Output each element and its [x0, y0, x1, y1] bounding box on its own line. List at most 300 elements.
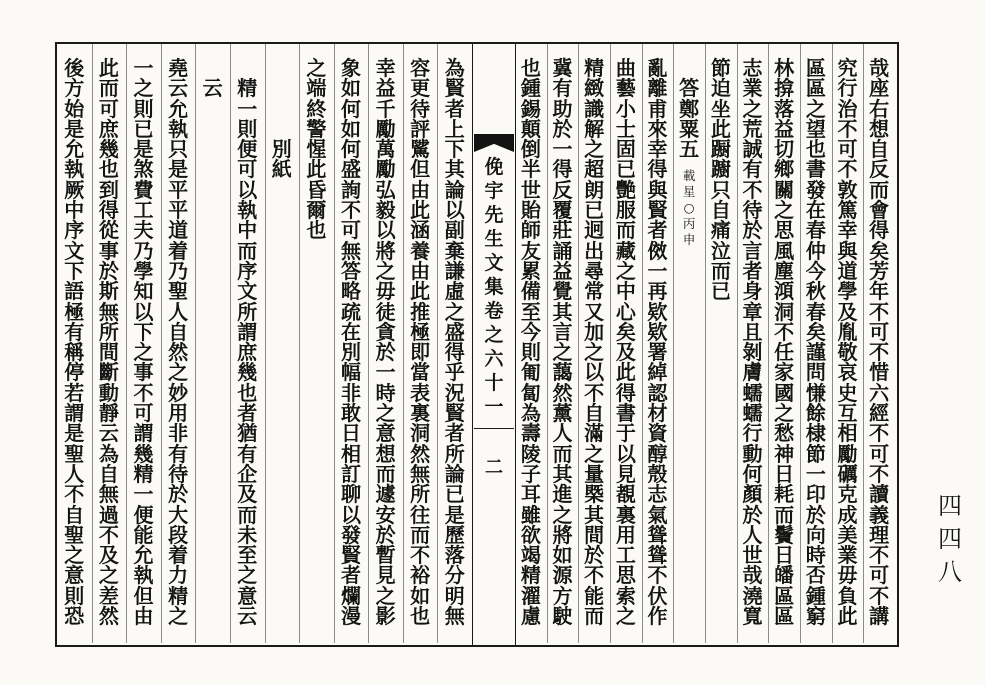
character: 載: [682, 168, 696, 183]
character: 答: [679, 76, 700, 101]
character: 不: [869, 461, 890, 486]
character: 賢: [340, 543, 361, 568]
character: 煞: [133, 157, 154, 182]
character: 有: [168, 441, 189, 466]
character: 雖: [520, 502, 541, 527]
character: 謙: [444, 258, 465, 283]
character: 已: [133, 116, 154, 141]
character: 則: [237, 116, 258, 141]
character: 而: [710, 258, 731, 283]
character: 但: [133, 583, 154, 608]
character: 其: [444, 157, 465, 182]
character: 精: [237, 76, 258, 101]
character: 錫: [520, 96, 541, 121]
letter-title: [673, 76, 705, 162]
character: 友: [520, 238, 541, 263]
text-column: [57, 56, 92, 629]
character: 何: [742, 461, 763, 486]
character: 心: [615, 299, 636, 324]
character: 非: [168, 421, 189, 446]
character: 愁: [774, 421, 795, 446]
character: 世: [520, 177, 541, 202]
character: 評: [410, 116, 431, 141]
character: 半: [520, 157, 541, 182]
text-column: [705, 58, 737, 302]
character: 國: [774, 380, 795, 405]
character: 家: [774, 360, 795, 385]
character: 警: [306, 116, 327, 141]
character: 將: [552, 522, 573, 547]
character: 精: [584, 56, 605, 80]
character: 澆: [742, 583, 763, 608]
character: 不: [584, 563, 605, 588]
character: 而: [615, 218, 636, 243]
character: 停: [64, 360, 85, 385]
character: 謹: [805, 340, 826, 365]
character: 志: [742, 56, 763, 80]
character: 倒: [520, 137, 541, 162]
character: 之: [584, 340, 605, 365]
character: 剝: [742, 340, 763, 365]
character: 答: [340, 258, 361, 283]
character: 集: [484, 276, 504, 298]
character: 莊: [552, 218, 573, 243]
character: 之: [306, 56, 327, 80]
character: 竭: [520, 543, 541, 568]
character: 先: [484, 204, 504, 226]
character: 蠕: [742, 380, 763, 405]
character: 師: [520, 218, 541, 243]
character: 於: [805, 502, 826, 527]
character: 者: [444, 96, 465, 121]
character: 日: [774, 461, 795, 486]
character: 分: [444, 563, 465, 588]
text-column: [299, 58, 334, 241]
character: 表: [410, 380, 431, 405]
character: 不: [869, 583, 890, 608]
character: 者: [742, 258, 763, 283]
character: 可: [869, 441, 890, 466]
character: 相: [837, 421, 858, 446]
character: 平: [168, 177, 189, 202]
character: 得: [98, 198, 119, 223]
character: 顛: [520, 116, 541, 141]
character: 朗: [584, 177, 605, 202]
character: 是: [168, 157, 189, 182]
character: 之: [742, 96, 763, 121]
character: 服: [615, 198, 636, 223]
character: 而: [774, 502, 795, 527]
character: 騭: [410, 137, 431, 162]
text-column: [437, 56, 472, 629]
character: 之: [444, 299, 465, 324]
character: 着: [168, 238, 189, 263]
character: 以: [340, 502, 361, 527]
character: 迫: [710, 76, 731, 101]
character: 區: [774, 583, 795, 608]
character: 相: [340, 441, 361, 466]
character: 精: [168, 583, 189, 608]
character: 常: [584, 279, 605, 304]
character: 無: [410, 461, 431, 486]
character: 盛: [340, 157, 361, 182]
character: 幾: [98, 137, 119, 162]
character: 年: [869, 279, 890, 304]
character: 而: [375, 461, 396, 486]
character: 徒: [375, 299, 396, 324]
character: 克: [837, 482, 858, 507]
page-number: [935, 490, 965, 589]
character: 及: [837, 299, 858, 324]
character: 春: [805, 299, 826, 324]
character: 歷: [444, 522, 465, 547]
character: 敦: [837, 177, 858, 202]
character: 壽: [520, 421, 541, 446]
character: 者: [647, 218, 668, 243]
character: 與: [837, 238, 858, 263]
character: 精: [520, 563, 541, 588]
character: 思: [774, 218, 795, 243]
character: 謂: [64, 401, 85, 426]
character: 能: [133, 522, 154, 547]
character: 益: [774, 116, 795, 141]
character: 之: [133, 340, 154, 365]
character: 便: [133, 502, 154, 527]
character: 而: [410, 522, 431, 547]
character: 幾: [237, 360, 258, 385]
character: 可: [869, 563, 890, 588]
character: 蠕: [742, 401, 763, 426]
character: 及: [98, 543, 119, 568]
character: 自: [584, 401, 605, 426]
character: 允: [133, 543, 154, 568]
character: 厥: [64, 177, 85, 202]
character: 業: [837, 543, 858, 568]
character: 只: [168, 137, 189, 162]
character: 非: [340, 380, 361, 405]
character: 而: [237, 502, 258, 527]
character: 胤: [837, 319, 858, 344]
character: 之: [237, 563, 258, 588]
character: 向: [805, 522, 826, 547]
character: 影: [375, 604, 396, 629]
character: 方: [552, 583, 573, 608]
column-rule: [195, 44, 196, 643]
character: 堯: [168, 56, 189, 80]
character: 醇: [647, 441, 668, 466]
character: 助: [552, 96, 573, 121]
character: 棣: [805, 421, 826, 446]
character: 可: [837, 137, 858, 162]
character: 不: [340, 198, 361, 223]
character: 一: [375, 360, 396, 385]
character: 覩: [615, 482, 636, 507]
character: 而: [552, 441, 573, 466]
character: 猶: [237, 421, 258, 446]
character: 有: [742, 157, 763, 182]
character: 膚: [742, 360, 763, 385]
character: 幸: [647, 137, 668, 162]
text-column: [578, 56, 610, 629]
character: 能: [584, 583, 605, 608]
character: 賢: [647, 198, 668, 223]
character: 問: [805, 360, 826, 385]
character: 加: [584, 319, 605, 344]
character: 云: [202, 76, 223, 101]
center-band-left-line: [472, 42, 473, 645]
character: 但: [410, 157, 431, 182]
character: 不: [98, 522, 119, 547]
character: 薰: [552, 401, 573, 426]
character: 乃: [133, 238, 154, 263]
character: 以: [584, 360, 605, 385]
character: 矣: [805, 319, 826, 344]
character: 弘: [375, 177, 396, 202]
character: 見: [615, 461, 636, 486]
character: 棄: [444, 238, 465, 263]
character: 今: [805, 258, 826, 283]
character: 十: [484, 372, 504, 394]
character: 何: [340, 137, 361, 162]
character: 礪: [837, 461, 858, 486]
character: 蹰: [710, 137, 731, 162]
character: 之: [552, 340, 573, 365]
character: 濯: [520, 583, 541, 608]
character: 今: [520, 319, 541, 344]
character: 氣: [647, 502, 668, 527]
character: 平: [168, 198, 189, 223]
character: 上: [444, 116, 465, 141]
character: 否: [805, 563, 826, 588]
character: 容: [410, 56, 431, 80]
character: 以: [615, 441, 636, 466]
character: 不: [774, 319, 795, 344]
character: 裏: [410, 401, 431, 426]
character: 累: [520, 258, 541, 283]
character: 洞: [774, 299, 795, 324]
character: 書: [615, 401, 636, 426]
character: 賢: [444, 76, 465, 101]
character: 只: [710, 177, 731, 202]
character: 不: [869, 299, 890, 324]
character: 此: [98, 56, 119, 80]
character: 用: [615, 522, 636, 547]
character: 甫: [647, 96, 668, 121]
character: 美: [837, 522, 858, 547]
character: 力: [168, 563, 189, 588]
character: 藝: [615, 76, 636, 101]
character: 明: [444, 583, 465, 608]
character: 不: [133, 380, 154, 405]
text-column: [161, 56, 196, 629]
character: 之: [484, 324, 504, 346]
character: 無: [98, 299, 119, 324]
character: 然: [552, 380, 573, 405]
character: 乃: [168, 258, 189, 283]
character: 工: [615, 543, 636, 568]
character: 四: [938, 492, 962, 520]
character: 小: [615, 96, 636, 121]
character: 不: [837, 116, 858, 141]
character: 如: [340, 76, 361, 101]
character: 星: [682, 184, 696, 199]
character: 陵: [520, 441, 541, 466]
character: 文: [64, 238, 85, 263]
character: 謂: [237, 319, 258, 344]
character: 是: [444, 502, 465, 527]
character: 神: [774, 441, 795, 466]
character: 秋: [805, 279, 826, 304]
character: 此: [837, 604, 858, 629]
character: 者: [340, 563, 361, 588]
character: 讀: [869, 482, 890, 507]
character: 為: [444, 56, 465, 80]
character: 所: [410, 482, 431, 507]
character: 精: [133, 461, 154, 486]
character: 士: [615, 116, 636, 141]
character: 痛: [710, 218, 731, 243]
character: 鄉: [774, 157, 795, 182]
character: 事: [98, 238, 119, 263]
character: 文: [237, 279, 258, 304]
character: 疏: [340, 299, 361, 324]
character: 間: [584, 522, 605, 547]
character: 也: [98, 157, 119, 182]
character: 一: [647, 258, 668, 283]
character: 人: [64, 461, 85, 486]
character: 欵: [647, 299, 668, 324]
character: 始: [64, 96, 85, 121]
character: 緻: [584, 76, 605, 101]
character: 庶: [98, 116, 119, 141]
character: 一: [552, 137, 573, 162]
character: 之: [168, 604, 189, 629]
character: 學: [133, 258, 154, 283]
character: 其: [552, 299, 573, 324]
character: 象: [340, 56, 361, 80]
character: 泣: [710, 238, 731, 263]
text-column: [368, 56, 403, 629]
character: 一: [133, 56, 154, 80]
character: 與: [647, 177, 668, 202]
character: 誦: [552, 238, 573, 263]
character: 於: [98, 258, 119, 283]
character: 作: [647, 604, 668, 629]
character: 道: [168, 218, 189, 243]
character: 不: [869, 340, 890, 365]
character: 義: [869, 502, 890, 527]
character: 恐: [64, 604, 85, 629]
character: 為: [98, 441, 119, 466]
character: 如: [552, 543, 573, 568]
character: 斯: [98, 279, 119, 304]
character: 藏: [615, 238, 636, 263]
character: 終: [306, 96, 327, 121]
character: 區: [774, 604, 795, 629]
character: 聳: [647, 522, 668, 547]
character: 然: [168, 340, 189, 365]
character: 時: [375, 380, 396, 405]
character: 過: [98, 502, 119, 527]
character: 勵: [837, 441, 858, 466]
character: 企: [237, 461, 258, 486]
character: 云: [237, 604, 258, 629]
character: 至: [520, 299, 541, 324]
character: 且: [742, 319, 763, 344]
character: 任: [774, 340, 795, 365]
character: 得: [869, 218, 890, 243]
character: 貪: [375, 319, 396, 344]
character: 而: [237, 238, 258, 263]
character: 認: [647, 380, 668, 405]
character: 執: [64, 157, 85, 182]
character: 再: [647, 279, 668, 304]
character: 暫: [375, 543, 396, 568]
text-column: [126, 56, 161, 629]
character: 矣: [869, 238, 890, 263]
character: 右: [869, 96, 890, 121]
character: 差: [98, 583, 119, 608]
character: 之: [774, 401, 795, 426]
character: 躕: [710, 157, 731, 182]
character: 於: [742, 502, 763, 527]
text-column: [737, 56, 769, 629]
character: 匐: [520, 380, 541, 405]
character: 極: [410, 319, 431, 344]
character: 資: [647, 421, 668, 446]
character: 解: [584, 116, 605, 141]
character: 不: [410, 543, 431, 568]
character: 出: [584, 238, 605, 263]
character: 子: [520, 461, 541, 486]
character: 於: [168, 482, 189, 507]
character: 如: [410, 583, 431, 608]
character: 由: [410, 258, 431, 283]
character: 矣: [615, 319, 636, 344]
character: 發: [805, 177, 826, 202]
character: 着: [168, 543, 189, 568]
leaf-number: [474, 456, 514, 480]
character: 別: [340, 340, 361, 365]
character: 而: [98, 76, 119, 101]
character: 識: [584, 96, 605, 121]
character: 可: [133, 401, 154, 426]
character: 惺: [306, 137, 327, 162]
character: 落: [444, 543, 465, 568]
character: 其: [584, 502, 605, 527]
character: 聊: [340, 482, 361, 507]
character: 進: [552, 482, 573, 507]
character: 端: [306, 76, 327, 101]
character: 萬: [375, 137, 396, 162]
character: 究: [837, 56, 858, 80]
character: 冀: [552, 56, 573, 80]
character: 曲: [615, 56, 636, 80]
text-column: [832, 56, 864, 629]
character: 覺: [552, 279, 573, 304]
character: 方: [64, 76, 85, 101]
character: 則: [133, 96, 154, 121]
character: 署: [647, 340, 668, 365]
character: 更: [410, 76, 431, 101]
character: 動: [742, 441, 763, 466]
character: 幸: [375, 56, 396, 80]
character: 可: [237, 157, 258, 182]
character: 互: [837, 401, 858, 426]
character: 論: [444, 177, 465, 202]
character: 反: [869, 157, 890, 182]
character: 切: [774, 137, 795, 162]
